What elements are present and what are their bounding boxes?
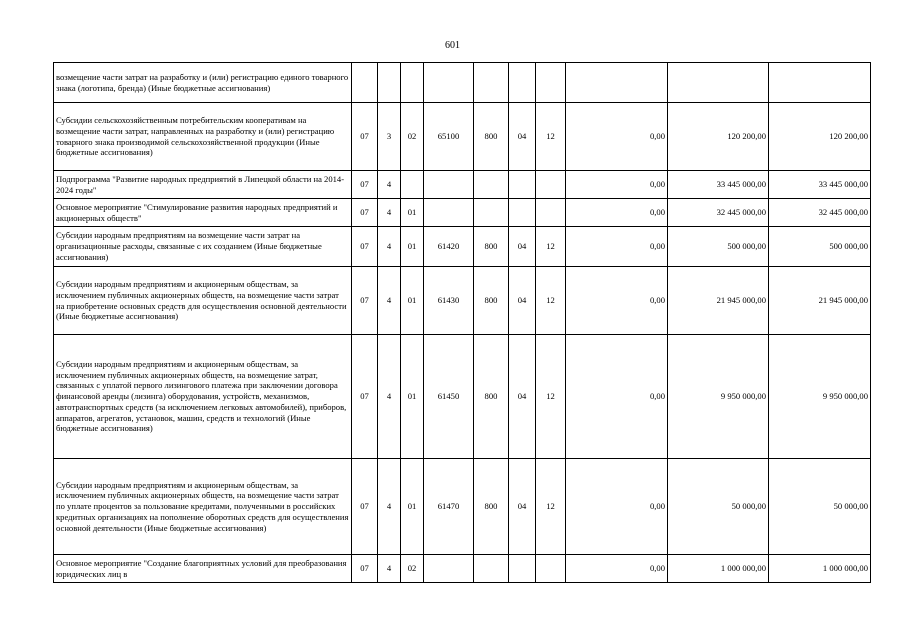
direction-code: 61430: [424, 267, 474, 335]
division-code: [509, 171, 536, 199]
direction-code: 61470: [424, 459, 474, 555]
program-code: 4: [378, 555, 401, 583]
expense-type-code: 800: [474, 459, 509, 555]
amount-2: 120 200,00: [668, 103, 769, 171]
row-description: Подпрограмма "Развитие народных предприятий в Липецкой области на 2014-2024 годы": [54, 171, 352, 199]
section-code: 07: [352, 227, 378, 267]
amount-2: 500 000,00: [668, 227, 769, 267]
amount-1: 0,00: [566, 227, 668, 267]
amount-2: 33 445 000,00: [668, 171, 769, 199]
expense-type-code: 800: [474, 335, 509, 459]
section-code: 07: [352, 459, 378, 555]
subdivision-code: [536, 199, 566, 227]
row-description: Основное мероприятие "Создание благоприятных условий для преобразования юридических лиц в: [54, 555, 352, 583]
row-description: Субсидии сельскохозяйственным потребительским кооперативам на возмещение части затрат, направленных на разработку и (или) регистрацию товарного знака производимой сельскохозяйственной продукции (Иные бюджетные ассигнования): [54, 103, 352, 171]
program-code: 4: [378, 171, 401, 199]
program-code: 4: [378, 227, 401, 267]
table-row: [54, 103, 871, 171]
section-code: 07: [352, 171, 378, 199]
subdivision-code: 12: [536, 335, 566, 459]
direction-code: [424, 555, 474, 583]
expense-type-code: [474, 555, 509, 583]
table-row: [54, 63, 871, 103]
activity-code: 01: [401, 267, 424, 335]
amount-3: [769, 63, 871, 103]
expense-type-code: [474, 63, 509, 103]
subdivision-code: [536, 555, 566, 583]
subdivision-code: 12: [536, 103, 566, 171]
amount-3: 500 000,00: [769, 227, 871, 267]
subdivision-code: [536, 171, 566, 199]
amount-1: 0,00: [566, 335, 668, 459]
program-code: [378, 63, 401, 103]
section-code: 07: [352, 103, 378, 171]
table-row: [54, 227, 871, 267]
activity-code: 01: [401, 227, 424, 267]
table-row: [54, 555, 871, 583]
amount-3: 50 000,00: [769, 459, 871, 555]
page-number: 601: [445, 40, 460, 51]
amount-1: 0,00: [566, 267, 668, 335]
activity-code: 01: [401, 335, 424, 459]
division-code: [509, 199, 536, 227]
amount-3: 120 200,00: [769, 103, 871, 171]
section-code: 07: [352, 335, 378, 459]
program-code: 3: [378, 103, 401, 171]
section-code: 07: [352, 267, 378, 335]
amount-1: 0,00: [566, 459, 668, 555]
division-code: 04: [509, 227, 536, 267]
division-code: [509, 555, 536, 583]
amount-2: 50 000,00: [668, 459, 769, 555]
division-code: 04: [509, 459, 536, 555]
expense-type-code: 800: [474, 267, 509, 335]
division-code: 04: [509, 335, 536, 459]
row-description: Субсидии народным предприятиям на возмещение части затрат на организационные расходы, связанные с их созданием (Иные бюджетные ассигнования): [54, 227, 352, 267]
direction-code: 61450: [424, 335, 474, 459]
activity-code: 01: [401, 459, 424, 555]
section-code: 07: [352, 555, 378, 583]
amount-1: 0,00: [566, 171, 668, 199]
division-code: 04: [509, 267, 536, 335]
program-code: 4: [378, 459, 401, 555]
amount-2: [668, 63, 769, 103]
amount-1: 0,00: [566, 103, 668, 171]
program-code: 4: [378, 267, 401, 335]
amount-2: 1 000 000,00: [668, 555, 769, 583]
activity-code: 02: [401, 555, 424, 583]
direction-code: [424, 199, 474, 227]
expense-type-code: 800: [474, 103, 509, 171]
subdivision-code: 12: [536, 227, 566, 267]
division-code: 04: [509, 103, 536, 171]
direction-code: [424, 63, 474, 103]
amount-1: 0,00: [566, 555, 668, 583]
amount-3: 32 445 000,00: [769, 199, 871, 227]
program-code: 4: [378, 199, 401, 227]
row-description: Субсидии народным предприятиям и акционерным обществам, за исключением публичных акционерных обществ, на возмещение части затрат по уплате процентов за пользование кредитами, полученными в российских кредитных организациях на пополнение оборотных средств для осуществления основной деятельности (Иные бюджетные ассигнования): [54, 459, 352, 555]
amount-3: 1 000 000,00: [769, 555, 871, 583]
direction-code: 65100: [424, 103, 474, 171]
section-code: [352, 63, 378, 103]
direction-code: [424, 171, 474, 199]
row-description: Основное мероприятие "Стимулирование развития народных предприятий и акционерных обществ": [54, 199, 352, 227]
amount-1: 0,00: [566, 199, 668, 227]
amount-3: 33 445 000,00: [769, 171, 871, 199]
row-description: Субсидии народным предприятиям и акционерным обществам, за исключением публичных акционерных обществ, на возмещение затрат, связанных с уплатой первого лизингового платежа при заключении договора финансовой аренды (лизинга) оборудования, устройств, механизмов, автотранспортных средств (за исключением легковых автомобилей), приборов, аппаратов, агрегатов, установок, машин, средств и технологий (Иные бюджетные ассигнования): [54, 335, 352, 459]
activity-code: 01: [401, 199, 424, 227]
activity-code: [401, 63, 424, 103]
amount-2: 21 945 000,00: [668, 267, 769, 335]
table-row: [54, 335, 871, 459]
budget-table: [53, 62, 871, 583]
program-code: 4: [378, 335, 401, 459]
subdivision-code: 12: [536, 267, 566, 335]
table-row: [54, 459, 871, 555]
subdivision-code: [536, 63, 566, 103]
expense-type-code: [474, 171, 509, 199]
activity-code: 02: [401, 103, 424, 171]
row-description: возмещение части затрат на разработку и (или) регистрацию единого товарного знака (логотипа, бренда) (Иные бюджетные ассигнования): [54, 63, 352, 103]
amount-2: 9 950 000,00: [668, 335, 769, 459]
table-row: [54, 199, 871, 227]
amount-3: 21 945 000,00: [769, 267, 871, 335]
table-row: [54, 171, 871, 199]
amount-1: [566, 63, 668, 103]
expense-type-code: [474, 199, 509, 227]
expense-type-code: 800: [474, 227, 509, 267]
section-code: 07: [352, 199, 378, 227]
subdivision-code: 12: [536, 459, 566, 555]
division-code: [509, 63, 536, 103]
direction-code: 61420: [424, 227, 474, 267]
activity-code: [401, 171, 424, 199]
amount-3: 9 950 000,00: [769, 335, 871, 459]
row-description: Субсидии народным предприятиям и акционерным обществам, за исключением публичных акционерных обществ, на возмещение части затрат на приобретение основных средств для осуществления основной деятельности (Иные бюджетные ассигнования): [54, 267, 352, 335]
table-row: [54, 267, 871, 335]
amount-2: 32 445 000,00: [668, 199, 769, 227]
